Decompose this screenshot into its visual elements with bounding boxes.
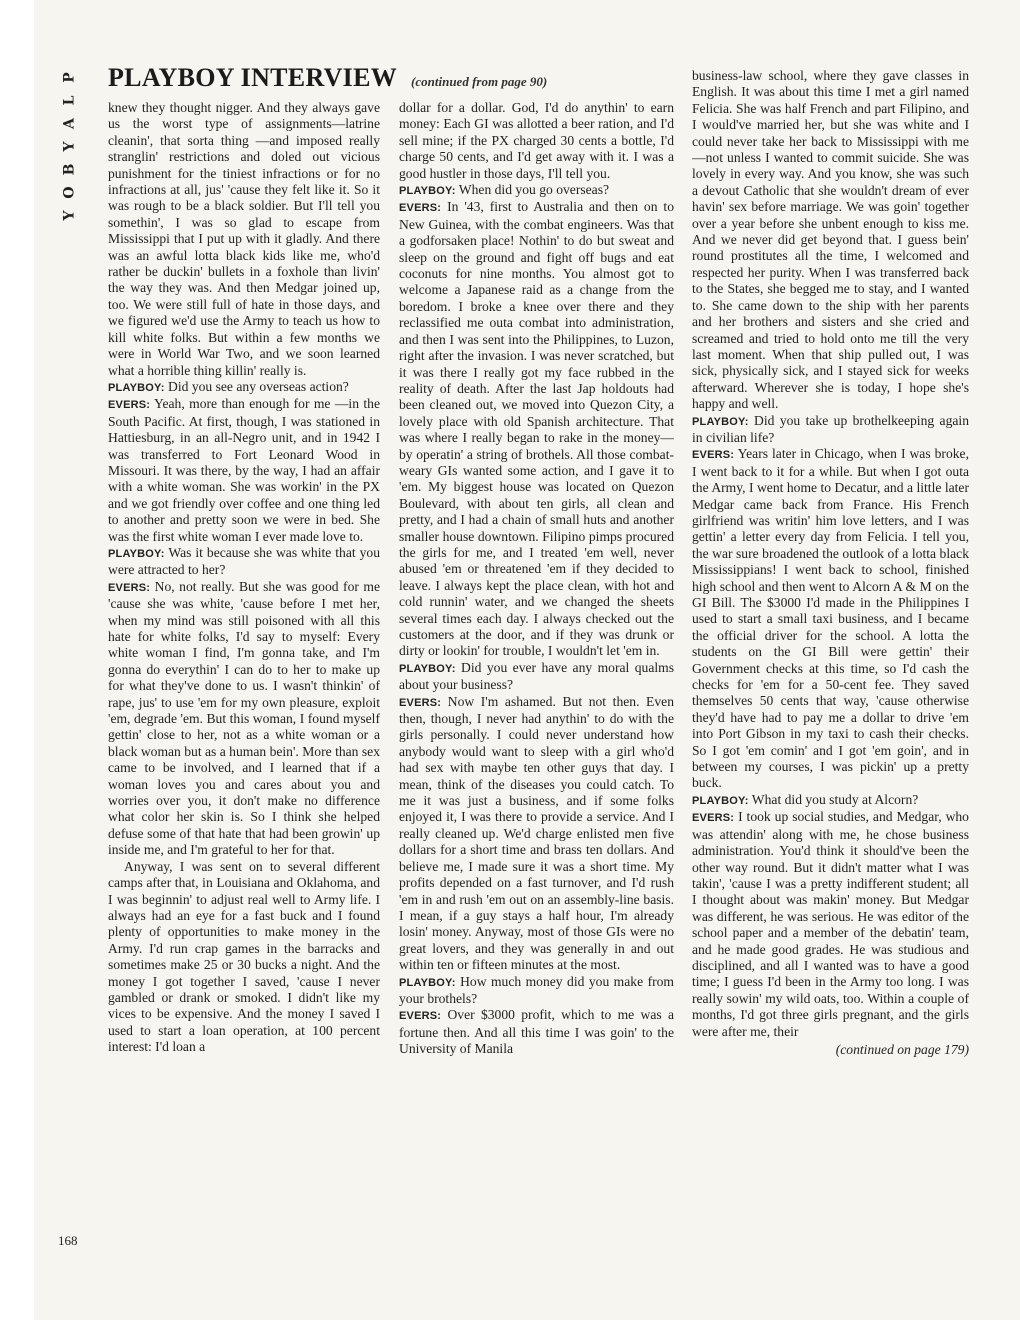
scan-margin [0, 0, 34, 1320]
paragraph [399, 199, 674, 659]
speaker-label: PLAYBOY: [399, 185, 456, 198]
paragraph-text: How much money did you make from your brothels? [399, 973, 674, 1006]
paragraph-text: Years later in Chicago, when I was broke, I went back to it for a while. But when I got outa the Army, I went home to Decatur, and a little later Medgar came back from France. His French girlfriend was writin' him love letters, and I was gettin' a letter every day from Felicia. I tell you, the war sure broadened the outlook of a lotta black Mississippians! I went back to school, finished high school and then went to Alcorn A & M on the GI Bill. The $3000 I'd made in the Philippines I used to start a small taxi business, and I became the official driver for the school. A lotta the students on the GI Bill were gettin' their Government checks at this time, so I'd cash the checks for 'em for a 50-cent fee. They saved themselves 50 cents that way, 'cause otherwise they'd have had to pay me a dollar to drive 'em into Port Gibson in my taxi to cash their checks. So I got 'em comin' and I got 'em goin', and in between my courses, I was pickin' up a pretty buck. [692, 446, 969, 791]
paragraph-text: Over $3000 profit, which to me was a fortune then. And all this time I was goin' to the University of Manila [399, 1007, 674, 1057]
speaker-label: EVERS: [108, 399, 151, 412]
paragraph-text: Was it because she was white that you were attracted to her? [108, 544, 380, 578]
paragraph [108, 396, 380, 545]
page-header [108, 63, 668, 97]
spine-letter: L [61, 95, 78, 106]
speaker-label: PLAYBOY: [399, 976, 456, 989]
text-column-3-body [692, 68, 969, 1040]
paragraph-text: When did you go overseas? [458, 182, 610, 198]
text-column-1 [108, 100, 380, 1260]
speaker-label: PLAYBOY: [108, 547, 165, 560]
paragraph [692, 446, 969, 792]
paragraph [399, 182, 674, 199]
paragraph-text: Anyway, I was sent on to several different camps after that, in Louisiana and Oklahoma, and I was beginnin' to adjust real well to Army life. I always had an eye for a fast buck and I found plenty of opportunities to make money in the Army. I'd run crap games in the barracks and sometimes make 25 or 30 bucks a night. And the money I got together I saved, 'cause I never gambled or drank or smoked. I didn't like my vices to be expensive. And the money I saved I used to start a loan operation, at 100 percent interest: I'd loan a [108, 858, 380, 1055]
spine-letter: P [61, 72, 78, 83]
paragraph [692, 68, 969, 413]
speaker-label: EVERS: [692, 812, 735, 825]
paragraph [692, 413, 969, 447]
paragraph [108, 859, 380, 1056]
paragraph-text: In '43, first to Australia and then on to New Guinea, with the combat engineers. Was that a godforsaken place! Nothin' to do but sweat and sleep on the ground and fight off bugs and eat coconuts for nine months. You almost got to welcome a Japanese raid as a change from the boredom. I broke a knee over there and they reclassified me outa combat into administration, and then I was sent into the Philippines, to Luzon, right after the invasion. I was never scratched, but it was there I really got my face rubbed in the reality of death. After the last Jap holdouts had been cleaned out, we moved into Quezon City, a lovely place with old Spanish architecture. That was where I really began to rake in the money—by operatin' a string of brothels. All those combat-weary GIs wanted some action, and I gave it to 'em. My biggest house was located on Quezon Boulevard, with about ten girls, all clean and pretty, and I had a chain of small huts and another smaller house downtown. Filipino pimps procured the girls for me, and I treated 'em well, never abused 'em or threatened 'em if they decided to leave. I always kept the place clean, with hot and cold runnin' water, and we changed the sheets several times each day. I always checked out the customers at the door, and if they was drunk or dirty or lookin' for trouble, I wouldn't let 'em in. [399, 199, 674, 659]
paragraph [399, 660, 674, 694]
section-title: PLAYBOY INTERVIEW [108, 63, 398, 92]
speaker-label: EVERS: [399, 696, 442, 709]
paragraph-text: No, not really. But she was good for me 'cause she was white, 'cause before I met her, when my mind was still poisoned with all this hate for white folks, I'd say to myself: Every white woman I find, I'm gonna take, and I'm gonna do everythin' I can do to her to make up for what they've done to us. I wasn't thinkin' of rape, jus' to use 'em for my own pleasure, exploit 'em, degrade 'em. But this woman, I found myself gettin' close to her, not as a white woman or a black woman but as a human bein'. More than sex came to be involved, and I learned that if a woman loves you and cares about you and worries over you, it don't make no difference what color her skin is. So I think she helped defuse some of that hate that had been growin' up inside me, and I'm grateful to her for that. [108, 578, 380, 858]
spine-letter: A [61, 118, 78, 129]
paragraph [399, 694, 674, 974]
spine-label [50, 66, 90, 226]
paragraph-text: Now I'm ashamed. But not then. Even then, though, I never had anythin' to do with the girls personally. I could never understand how anybody would want to sleep with a girl who'd had sex with maybe ten other guys that day. I mean, think of the diseases you could catch. To me it was just a business, and if some folks enjoyed it, I was there to provide a service. And I really cleaned up. We'd charge enlisted men five dollars for a short time and brass ten dollars. And believe me, I made sure it was a short time. My profits depended on a fast turnover, and I'd rush 'em in and rush 'em out on an assembly-line basis. I mean, if a guy stays a half hour, I'm already losin' money. Anyway, most of those GIs were no great lovers, and they was generally in and out within ten or fifteen minutes at the most. [399, 693, 674, 973]
speaker-label: PLAYBOY: [692, 415, 749, 428]
paragraph [692, 792, 969, 809]
paragraph-text: Yeah, more than enough for me —in the South Pacific. At first, though, I was stationed in Hattiesburg, in an all-Negro unit, and in 1942 I was transferred to Fort Leonard Wood in Missouri. It was there, by the way, I had an affair with a white woman. She was workin' in the PX and we got friendly over coffee and one thing led to another and pretty soon we were in bed. She was the first white woman I ever made love to. [108, 396, 380, 544]
paragraph-text: Did you ever have any moral qualms about your business? [399, 659, 674, 693]
paragraph [108, 579, 380, 859]
speaker-label: PLAYBOY: [108, 381, 165, 394]
spine-letter: B [61, 163, 78, 176]
paragraph [108, 100, 380, 379]
speaker-label: EVERS: [399, 202, 442, 215]
text-column-2 [399, 100, 674, 1260]
page-number: 168 [58, 1233, 78, 1248]
paragraph [108, 545, 380, 579]
text-column-3 [692, 68, 969, 1228]
paragraph-text: Did you see any overseas action? [168, 378, 349, 394]
continued-from-note: (continued from page 90) [411, 74, 548, 89]
paragraph-text: What did you study at Alcorn? [751, 791, 919, 807]
speaker-label: EVERS: [108, 581, 151, 594]
speaker-label: EVERS: [399, 1010, 442, 1023]
paragraph [692, 809, 969, 1040]
spine-letter: O [61, 186, 78, 199]
spine-letter: Y [61, 210, 78, 221]
paragraph-text: knew they thought nigger. And they always gave us the worst type of assignments—latrine cleanin', that sorta thing —and imposed really stranglin' restrictions and doled out vicious punishment for the tiniest infractions or for no infractions at all, jus' 'cause they felt like it. So it was rough to be a black soldier. But I'll tell you somethin', I was so glad to escape from Mississippi that I put up with it gladly. And there was an awful lotta black kids like me, who'd rather be duckin' bullets in a foxhole than livin' the way they was. And then Medgar joined up, too. We were still full of hate in those days, and we figured we'd use the Army to teach us how to kill white folks. But within a few months we were in World War Two, and we soon learned what a horrible thing killin' really is. [108, 100, 380, 378]
paragraph-text: Did you take up brothelkeeping again in civilian life? [692, 412, 969, 445]
paragraph [399, 100, 674, 182]
paragraph [399, 1007, 674, 1057]
speaker-label: PLAYBOY: [692, 794, 749, 807]
speaker-label: PLAYBOY: [399, 662, 456, 675]
paragraph [399, 974, 674, 1008]
continued-on-note: (continued on page 179) [835, 1041, 969, 1057]
paragraph [108, 379, 380, 396]
paragraph-text: dollar for a dollar. God, I'd do anythin' to earn money: Each GI was allotted a beer ration, and I'd sell mine; if the PX charged 30 cents a bottle, I'd charge 50 cents, and I'd get away with it. I was a good hustler in those days, I'll tell you. [399, 100, 674, 181]
paragraph-text: I took up social studies, and Medgar, who was attendin' along with me, he chose business administration. You'd think it should've been the other way round. But it didn't matter what I was takin', 'cause I was a pretty indifferent student; all I thought about was makin' money. But Medgar was different, he was serious. He was editor of the school paper and a member of the debatin' team, and he made good grades. He was studious and disciplined, and all I wanted was to have a good time; I guess I'd been in the Army too long. I was really sowin' my wild oats, too. Within a couple of months, I'd got three girls pregnant, and the girls were after me, their [692, 809, 969, 1039]
spine-letter: Y [61, 141, 78, 152]
speaker-label: EVERS: [692, 449, 735, 462]
paragraph-text: business-law school, where they gave classes in English. It was about this time I met a girl named Felicia. She was half French and part Filipino, and I would've married her, but she was white and I could never take her back to Mississippi with me—not unless I wanted to commit suicide. She was lovely in every way. And you know, she was such a devout Catholic that she wouldn't dream of ever havin' sex before marriage. We was goin' together over a year before she unbent enough to kiss me. And we never did get beyond that. I guess bein' round prostitutes all the time, I welcomed and respected her purity. When I was transferred back to the States, she begged me to stay, and I wanted to. She came down to the ship with her parents and her brothers and sisters and she cried and screamed and tried to hold onto me till the very last moment. When that ship pulled out, I was sick, physically sick, and I stayed sick for weeks afterward. Wherever she is today, I hope she's happy and well. [692, 68, 969, 412]
